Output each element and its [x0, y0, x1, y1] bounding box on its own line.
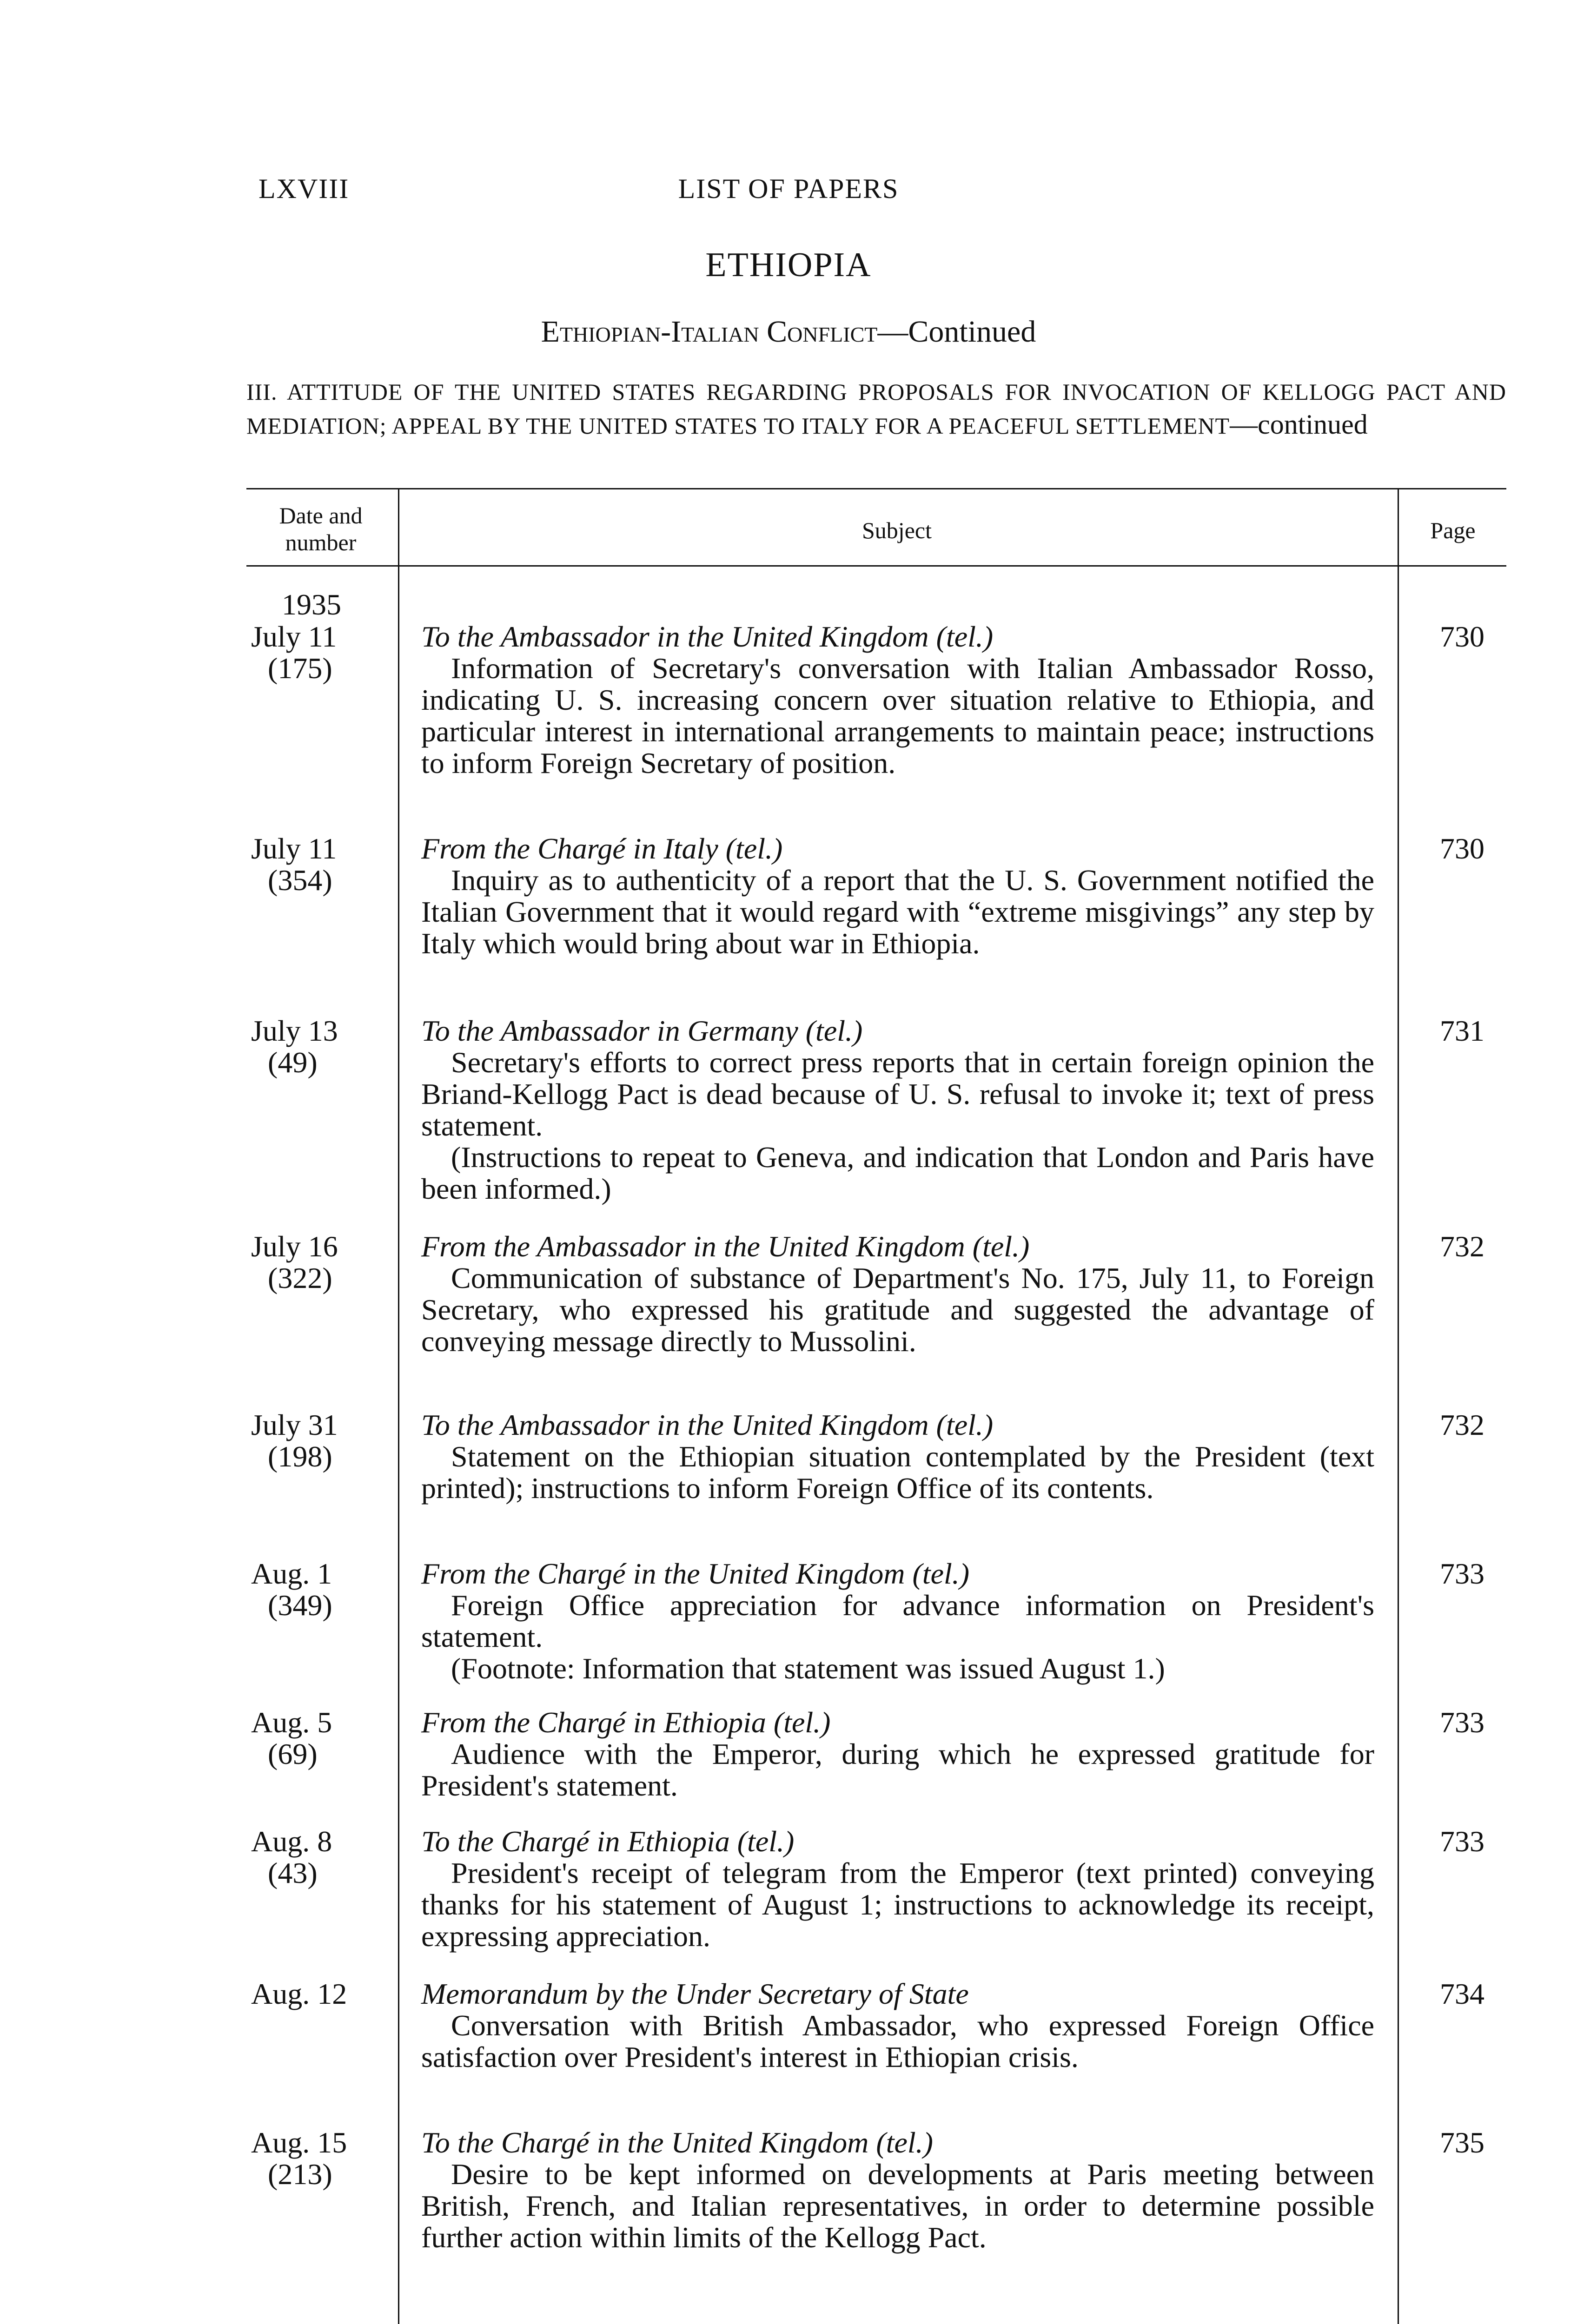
entry-date-number — [251, 1558, 386, 1621]
column-divider-left — [398, 489, 399, 2324]
entry-page: 733 — [1440, 1557, 1484, 1590]
entry-subject — [421, 2127, 1374, 2253]
entry-body: Inquiry as to authenticity of a report that the U. S. Government notified the Italian Government that it would regard with “extreme misgivings” any step by Italy which would bring about war in Ethiopia. — [421, 864, 1374, 960]
entry-date-number — [251, 1231, 386, 1294]
entry-subject — [421, 1707, 1374, 1802]
year-label: 1935 — [282, 588, 341, 621]
table-top-rule — [246, 488, 1506, 489]
entry-number: (349) — [268, 1589, 332, 1622]
entry-date-number — [251, 621, 386, 684]
entry-page: 730 — [1440, 832, 1484, 865]
entry-title: To the Chargé in Ethiopia (tel.) — [421, 1825, 795, 1858]
entry-date-number — [251, 2127, 386, 2190]
entry-date-number — [251, 833, 386, 896]
page-number-roman: LXVIII — [258, 173, 350, 204]
entry-page: 733 — [1440, 1706, 1484, 1739]
subsection-name: Ethiopian-Italian Conflict — [541, 315, 878, 349]
entry-page: 732 — [1440, 1230, 1484, 1263]
entry-date-number — [251, 1707, 386, 1770]
entry-subject — [421, 1558, 1374, 1684]
entry-page: 731 — [1440, 1014, 1484, 1047]
entry-date-number — [251, 1409, 386, 1472]
entry-subject — [421, 621, 1374, 779]
entry-page: 733 — [1440, 1825, 1484, 1858]
entry-date: July 13 — [251, 1014, 338, 1047]
entry-date: July 11 — [251, 832, 337, 865]
entry-title: From the Chargé in the United Kingdom (tel.) — [421, 1557, 970, 1590]
entry-number: (354) — [268, 864, 332, 897]
entry-date-number — [251, 1015, 386, 1078]
entry-date: Aug. 15 — [251, 2126, 347, 2159]
entry-title: Memorandum by the Under Secretary of State — [421, 1977, 969, 2010]
entry-number: (175) — [268, 652, 332, 685]
entry-subject — [421, 1015, 1374, 1205]
entry-number: (322) — [268, 1261, 332, 1294]
entry-number: (213) — [268, 2158, 332, 2191]
entry-subject — [421, 1978, 1374, 2073]
entry-title: From the Chargé in Ethiopia (tel.) — [421, 1706, 831, 1739]
entry-body: Information of Secretary's conversation with Italian Ambassador Rosso, indicating U. S. increasing concern over situation relative to Ethiopia, and particular interest in international arrangements to maintain peace; instructions to inform Foreign Secretary of position. — [421, 652, 1374, 779]
column-divider-right — [1398, 489, 1399, 2324]
entry-body: Audience with the Emperor, during which he expressed gratitude for President's statement. — [421, 1737, 1374, 1802]
chapter-heading-suffix: —continued — [1230, 409, 1368, 440]
entry-number: (198) — [268, 1440, 332, 1473]
entry-title: From the Ambassador in the United Kingdom (tel.) — [421, 1230, 1030, 1263]
table-header-rule — [246, 565, 1506, 567]
entry-date: Aug. 5 — [251, 1706, 332, 1739]
entry-subject — [421, 1826, 1374, 1952]
entry-page: 732 — [1440, 1408, 1484, 1441]
entry-page: 730 — [1440, 620, 1484, 653]
subsection-suffix: —Continued — [877, 315, 1036, 349]
entry-title: From the Chargé in Italy (tel.) — [421, 832, 783, 865]
entry-page: 735 — [1440, 2126, 1484, 2159]
section-title: ETHIOPIA — [705, 246, 872, 284]
entry-page: 734 — [1440, 1977, 1484, 2010]
entry-date: Aug. 12 — [251, 1977, 347, 2010]
entry-subject — [421, 1409, 1374, 1504]
entry-title: To the Ambassador in the United Kingdom (tel.) — [421, 620, 994, 653]
entry-date: Aug. 1 — [251, 1557, 332, 1590]
entry-date-number — [251, 1978, 386, 2010]
entry-date: July 11 — [251, 620, 337, 653]
entry-body: Secretary's efforts to correct press reports that in certain foreign opinion the Briand-Kellogg Pact is dead because of U. S. refusal to invoke it; text of press statement. — [421, 1046, 1374, 1142]
column-header-subject: Subject — [862, 517, 932, 543]
entry-body: Desire to be kept informed on developments at Paris meeting between British, French, and Italian representatives, in order to determine possible further action within limits of the Kellogg Pact. — [421, 2158, 1374, 2254]
chapter-heading-text: III. ATTITUDE OF THE UNITED STATES REGARDING PROPOSALS FOR INVOCATION OF KELLOGG PACT AND MEDIATION; APPEAL BY THE UNITED STATES TO ITALY FOR A PEACEFUL SETTLEMENT — [246, 379, 1506, 439]
entry-body: (Footnote: Information that statement was issued August 1.) — [451, 1652, 1165, 1685]
entry-title: To the Ambassador in Germany (tel.) — [421, 1014, 863, 1047]
entry-subject — [421, 833, 1374, 959]
entry-body: Conversation with British Ambassador, who expressed Foreign Office satisfaction over President's interest in Ethiopian crisis. — [421, 2009, 1374, 2073]
entry-body: Statement on the Ethiopian situation contemplated by the President (text printed); instructions to inform Foreign Office of its contents. — [421, 1440, 1374, 1505]
entry-number: (69) — [268, 1737, 318, 1770]
column-header-page: Page — [1430, 517, 1476, 543]
entry-body: (Instructions to repeat to Geneva, and indication that London and Paris have been informed.) — [421, 1141, 1374, 1205]
entry-date: July 31 — [251, 1408, 338, 1441]
entry-date-number — [251, 1826, 386, 1889]
entry-date: July 16 — [251, 1230, 338, 1263]
entry-body: President's receipt of telegram from the Emperor (text printed) conveying thanks for his statement of August 1; instructions to acknowledge its receipt, expressing appreciation. — [421, 1856, 1374, 1953]
entry-title: To the Chargé in the United Kingdom (tel.) — [421, 2126, 933, 2159]
entry-body: Foreign Office appreciation for advance information on President's statement. — [421, 1589, 1374, 1653]
column-header-date: Date and number — [279, 502, 363, 555]
entry-number: (49) — [268, 1046, 318, 1079]
chapter-heading — [246, 376, 1506, 442]
entry-title: To the Ambassador in the United Kingdom (tel.) — [421, 1408, 994, 1441]
running-title: LIST OF PAPERS — [678, 173, 899, 204]
entry-date: Aug. 8 — [251, 1825, 332, 1858]
entry-body: Communication of substance of Department's No. 175, July 11, to Foreign Secretary, who expressed his gratitude and suggested the advantage of conveying message directly to Mussolini. — [421, 1261, 1374, 1358]
subsection-title — [0, 314, 1577, 350]
entry-number: (43) — [268, 1856, 318, 1889]
entry-subject — [421, 1231, 1374, 1357]
